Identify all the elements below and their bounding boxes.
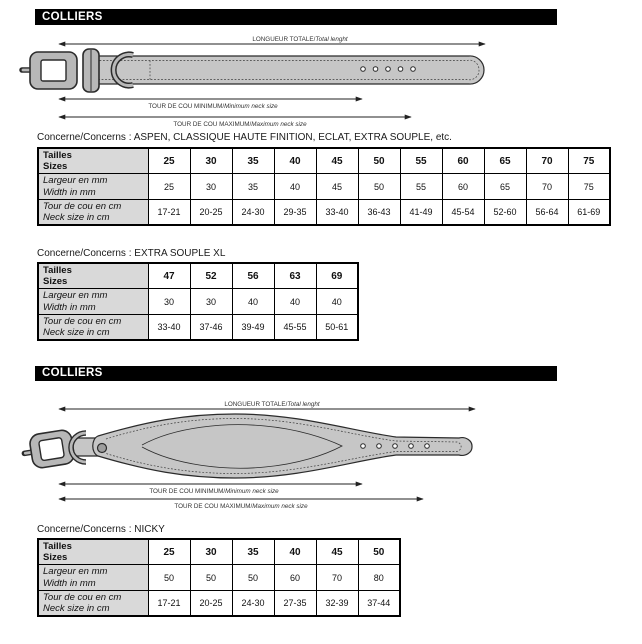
table-cell: 33-40	[316, 199, 358, 225]
total-length-label: LONGUEUR TOTALE/Total lenght	[252, 36, 348, 43]
table-cell: 60	[442, 148, 484, 174]
table-cell: 40	[274, 539, 316, 565]
table-row	[38, 199, 610, 225]
row-header: Tailles Sizes	[38, 539, 148, 565]
table-cell: 55	[400, 174, 442, 199]
table-cell: 35	[232, 148, 274, 174]
table-cell: 61-69	[568, 199, 610, 225]
table-cell: 75	[568, 174, 610, 199]
table-cell: 55	[400, 148, 442, 174]
row-header: Largeur en mm Width in mm	[38, 289, 148, 314]
table-cell: 37-46	[190, 314, 232, 340]
table-cell: 50	[190, 565, 232, 590]
min-neck-label: TOUR DE COU MINIMUM/Minimum neck size	[148, 103, 278, 110]
table3-caption: Concerne/Concerns : NICKY	[37, 524, 165, 535]
section2-header-bar	[35, 366, 557, 381]
row-header: Tour de cou en cm Neck size in cm	[38, 314, 148, 340]
table-cell: 29-35	[274, 199, 316, 225]
section2-title: COLLIERS	[42, 367, 103, 379]
sizes-table-extra-souple-xl	[37, 262, 359, 341]
table-cell: 35	[232, 174, 274, 199]
table-cell: 24-30	[232, 199, 274, 225]
table-cell: 75	[568, 148, 610, 174]
table-row	[38, 314, 358, 340]
table-cell: 27-35	[274, 590, 316, 616]
table-cell: 70	[316, 565, 358, 590]
table-cell: 47	[148, 263, 190, 289]
table-cell: 45	[316, 174, 358, 199]
row-header: Tailles Sizes	[38, 148, 148, 174]
greyhound-collar-diagram	[0, 385, 642, 517]
table-cell: 25	[148, 539, 190, 565]
table-row	[38, 565, 400, 590]
table-cell: 32-39	[316, 590, 358, 616]
table-row	[38, 289, 358, 314]
table-cell: 30	[190, 289, 232, 314]
table-cell: 60	[442, 174, 484, 199]
table-cell: 40	[232, 289, 274, 314]
table-cell: 25	[148, 174, 190, 199]
table-cell: 63	[274, 263, 316, 289]
row-header: Tailles Sizes	[38, 263, 148, 289]
table-cell: 17-21	[148, 199, 190, 225]
table-cell: 52-60	[484, 199, 526, 225]
table-cell: 45-55	[274, 314, 316, 340]
table-cell: 65	[484, 174, 526, 199]
table-cell: 80	[358, 565, 400, 590]
table-cell: 60	[274, 565, 316, 590]
table-cell: 45	[316, 539, 358, 565]
table-cell: 41-49	[400, 199, 442, 225]
collar-body	[93, 414, 472, 478]
table-row	[38, 174, 610, 199]
table2-caption: Concerne/Concerns : EXTRA SOUPLE XL	[37, 248, 226, 259]
rivet	[98, 444, 107, 453]
table-cell: 56-64	[526, 199, 568, 225]
table-cell: 30	[190, 148, 232, 174]
table-cell: 39-49	[232, 314, 274, 340]
section1-header-bar	[35, 9, 557, 25]
table-cell: 70	[526, 174, 568, 199]
table-cell: 24-30	[232, 590, 274, 616]
table-row	[38, 590, 400, 616]
section1-title: COLLIERS	[42, 11, 103, 23]
row-header: Tour de cou en cm Neck size in cm	[38, 590, 148, 616]
row-header: Largeur en mm Width in mm	[38, 565, 148, 590]
table-cell: 37-44	[358, 590, 400, 616]
table-cell: 50	[148, 565, 190, 590]
table-cell: 50-61	[316, 314, 358, 340]
table-cell: 40	[316, 289, 358, 314]
sizes-table-nicky	[37, 538, 401, 617]
table-cell: 36-43	[358, 199, 400, 225]
table-cell: 17-21	[148, 590, 190, 616]
table-cell: 33-40	[148, 314, 190, 340]
table-cell: 50	[358, 174, 400, 199]
table-cell: 50	[358, 539, 400, 565]
flat-collar-diagram	[0, 32, 642, 132]
table-cell: 20-25	[190, 590, 232, 616]
table-cell: 70	[526, 148, 568, 174]
table-cell: 40	[274, 174, 316, 199]
table-row	[38, 539, 400, 565]
table-cell: 52	[190, 263, 232, 289]
row-header: Largeur en mm Width in mm	[38, 174, 148, 199]
table-row	[38, 263, 358, 289]
sizes-table-aspen	[37, 147, 611, 226]
table-cell: 50	[358, 148, 400, 174]
row-header: Tour de cou en cm Neck size in cm	[38, 199, 148, 225]
table-cell: 40	[274, 148, 316, 174]
buckle-window	[41, 60, 66, 81]
table-cell: 65	[484, 148, 526, 174]
buckle-window	[39, 437, 65, 460]
table-cell: 30	[190, 174, 232, 199]
min-neck-label: TOUR DE COU MINIMUM/Minimum neck size	[149, 488, 279, 495]
max-neck-label: TOUR DE COU MAXIMUM/Maximum neck size	[173, 121, 307, 128]
table-cell: 69	[316, 263, 358, 289]
table-cell: 45	[316, 148, 358, 174]
table-cell: 56	[232, 263, 274, 289]
total-length-label: LONGUEUR TOTALE/Total lenght	[224, 401, 320, 408]
table-cell: 20-25	[190, 199, 232, 225]
max-neck-label: TOUR DE COU MAXIMUM/Maximum neck size	[174, 503, 308, 510]
table-cell: 35	[232, 539, 274, 565]
buckle	[22, 429, 76, 470]
table-cell: 30	[190, 539, 232, 565]
table-cell: 25	[148, 148, 190, 174]
table-cell: 30	[148, 289, 190, 314]
table1-caption: Concerne/Concerns : ASPEN, CLASSIQUE HAUTE FINITION, ECLAT, EXTRA SOUPLE, etc.	[37, 132, 452, 143]
table-row	[38, 148, 610, 174]
table-cell: 40	[274, 289, 316, 314]
table-cell: 45-54	[442, 199, 484, 225]
table-cell: 50	[232, 565, 274, 590]
